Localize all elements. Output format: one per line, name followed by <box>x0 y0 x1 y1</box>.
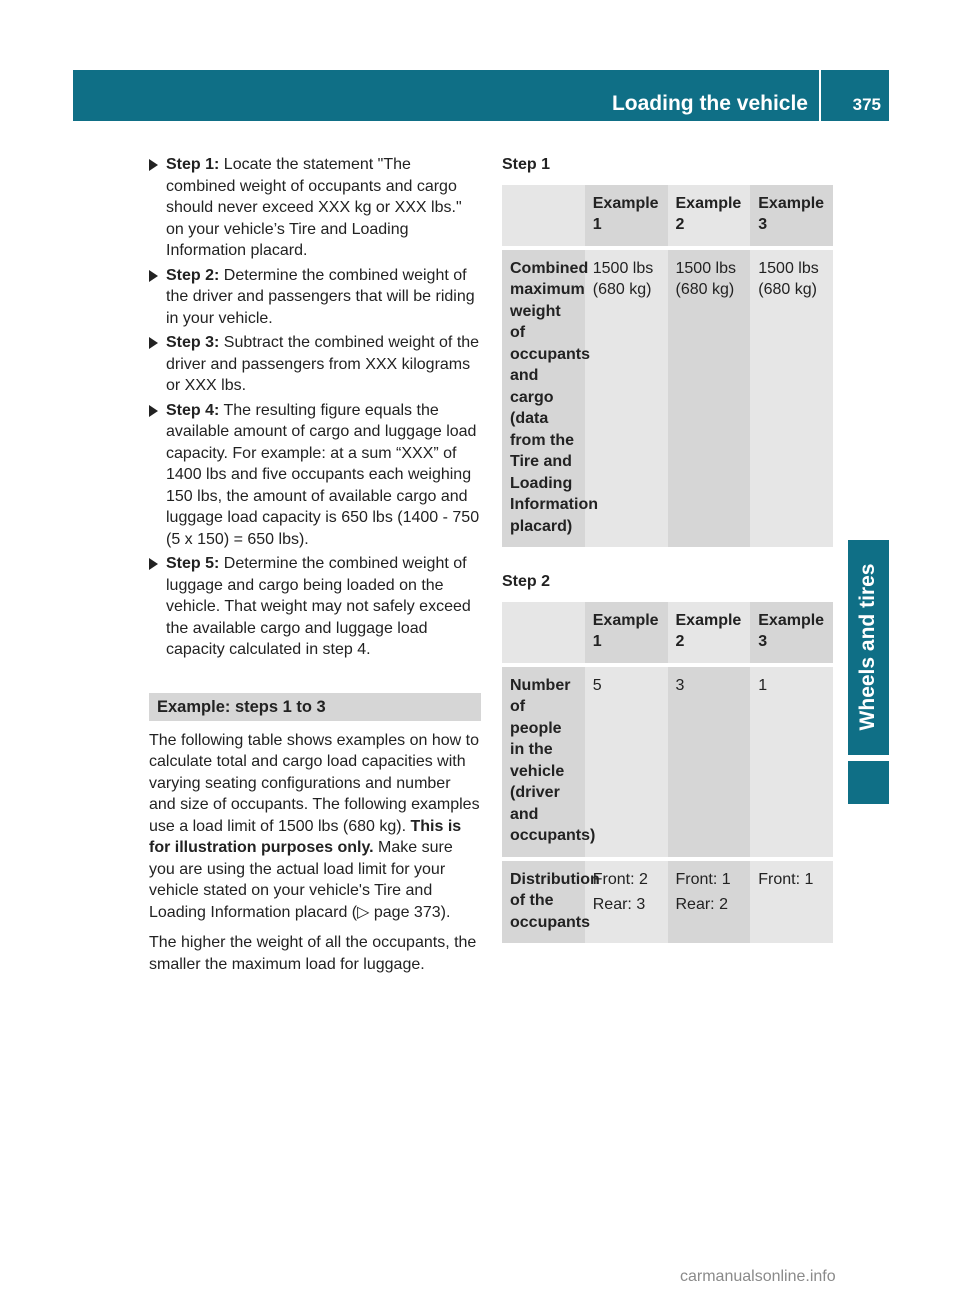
table-header-cell: Example 2 <box>668 602 751 665</box>
table-cell: 1500 lbs (680 kg) <box>668 248 751 548</box>
step-item <box>149 332 481 397</box>
page-number: 375 <box>852 95 881 114</box>
cell-line: Front: 1 <box>758 870 814 888</box>
step-item <box>149 265 481 330</box>
table-heading-step-2: Step 2 <box>502 573 551 590</box>
row-label: Combined maximum weight of occupants and cargo (data from the Tire and Loading Information placard) <box>502 248 585 548</box>
table-cell: 1500 lbs (680 kg) <box>585 248 668 548</box>
step-label: Step 1: <box>166 156 220 173</box>
row-label: Number of people in the vehicle (driver and occupants) <box>502 665 585 859</box>
table-header-cell: Example 3 <box>750 185 833 248</box>
step-label: Step 2: <box>166 266 220 284</box>
page-title: Loading the vehicle <box>612 70 821 121</box>
step-label: Step 3: <box>166 334 220 351</box>
left-column <box>149 154 481 979</box>
table-cell <box>585 859 668 944</box>
cell-line: Front: 2 <box>592 870 648 888</box>
step-item <box>149 154 481 262</box>
table-header-cell: Example 1 <box>585 602 668 665</box>
section-paragraph <box>149 730 481 924</box>
cell-line: Rear: 2 <box>675 896 728 913</box>
side-tab-label: Wheels and tires <box>856 563 879 731</box>
table-header-cell: Example 1 <box>585 185 668 248</box>
arrow-right-icon <box>149 405 158 417</box>
step-text: Determine the combined weight of the driver and passengers that will be riding in your vehicle. <box>166 266 475 327</box>
side-tab <box>848 540 889 755</box>
paragraph-text-reference: Make sure you are using the actual load limit for your vehicle stated on your vehicle's Tire and Loading Information placard (▷ page 373). <box>149 839 453 921</box>
table-step-2 <box>502 602 833 944</box>
watermark: carmanualsonline.info <box>680 1268 836 1285</box>
table-row <box>502 665 833 859</box>
table-cell <box>585 665 668 859</box>
cell-line: 3 <box>675 676 685 694</box>
table-header-cell <box>502 185 585 248</box>
paragraph-text: The following table shows examples on how to calculate total and cargo load capacities with varying seating configurations and number and size of occupants. The following examples use a load limit of 1500 lbs (680 kg). <box>149 731 480 835</box>
step-item <box>149 400 481 551</box>
step-item <box>149 553 481 661</box>
table-header-row <box>502 602 833 665</box>
step-text: Subtract the combined weight of the driver and passengers from XXX kilograms or XXX lbs. <box>166 334 480 394</box>
arrow-right-icon <box>149 159 158 171</box>
table-cell <box>750 665 833 859</box>
arrow-right-icon <box>149 270 158 282</box>
table-cell <box>668 665 751 859</box>
arrow-right-icon <box>149 337 158 349</box>
table-header-row <box>502 185 833 248</box>
table-heading-step-1: Step 1 <box>502 156 551 173</box>
step-text: The resulting figure equals the available amount of cargo and luggage load capacity. For example: at a sum “XXX” of 1400 lbs and five occupants each weighing 150 lbs, the amount of available cargo and luggage load capacity is 650 lbs (1400 - 750 (5 x 150) = 650 lbs). <box>166 401 480 548</box>
cell-line: 5 <box>592 676 602 694</box>
table-header-cell: Example 3 <box>750 602 833 665</box>
table-header-cell: Example 2 <box>668 185 751 248</box>
section-paragraph-2: The higher the weight of all the occupants, the smaller the maximum load for luggage. <box>149 934 477 973</box>
step-label: Step 5: <box>166 555 220 572</box>
table-step-1 <box>502 185 833 548</box>
step-text: Locate the statement "The combined weight of occupants and cargo should never exceed XXX kg or XXX lbs." on your vehicle’s Tire and Loading Information placard. <box>166 156 462 259</box>
row-label: Distribution of the occupants <box>502 859 585 944</box>
table-cell: 1500 lbs (680 kg) <box>750 248 833 548</box>
section-heading: Example: steps 1 to 3 <box>149 693 481 721</box>
right-column <box>502 154 834 943</box>
table-cell <box>750 859 833 944</box>
table-row <box>502 859 833 944</box>
table-cell <box>668 859 751 944</box>
side-tab-marker <box>848 761 889 804</box>
paragraph-emphasis: This is for illustration purposes only. <box>149 817 462 856</box>
header-bar <box>73 70 889 121</box>
step-text: Determine the combined weight of luggage and cargo being loaded on the vehicle. That weight may not safely exceed the available cargo and luggage load capacity calculated in step 4. <box>166 555 471 658</box>
arrow-right-icon <box>149 558 158 570</box>
step-label: Step 4: <box>166 401 220 419</box>
cell-line: Front: 1 <box>675 870 731 888</box>
cell-line: 1 <box>758 676 768 694</box>
table-row <box>502 248 833 548</box>
cell-line: Rear: 3 <box>592 896 646 913</box>
table-header-cell <box>502 602 585 665</box>
